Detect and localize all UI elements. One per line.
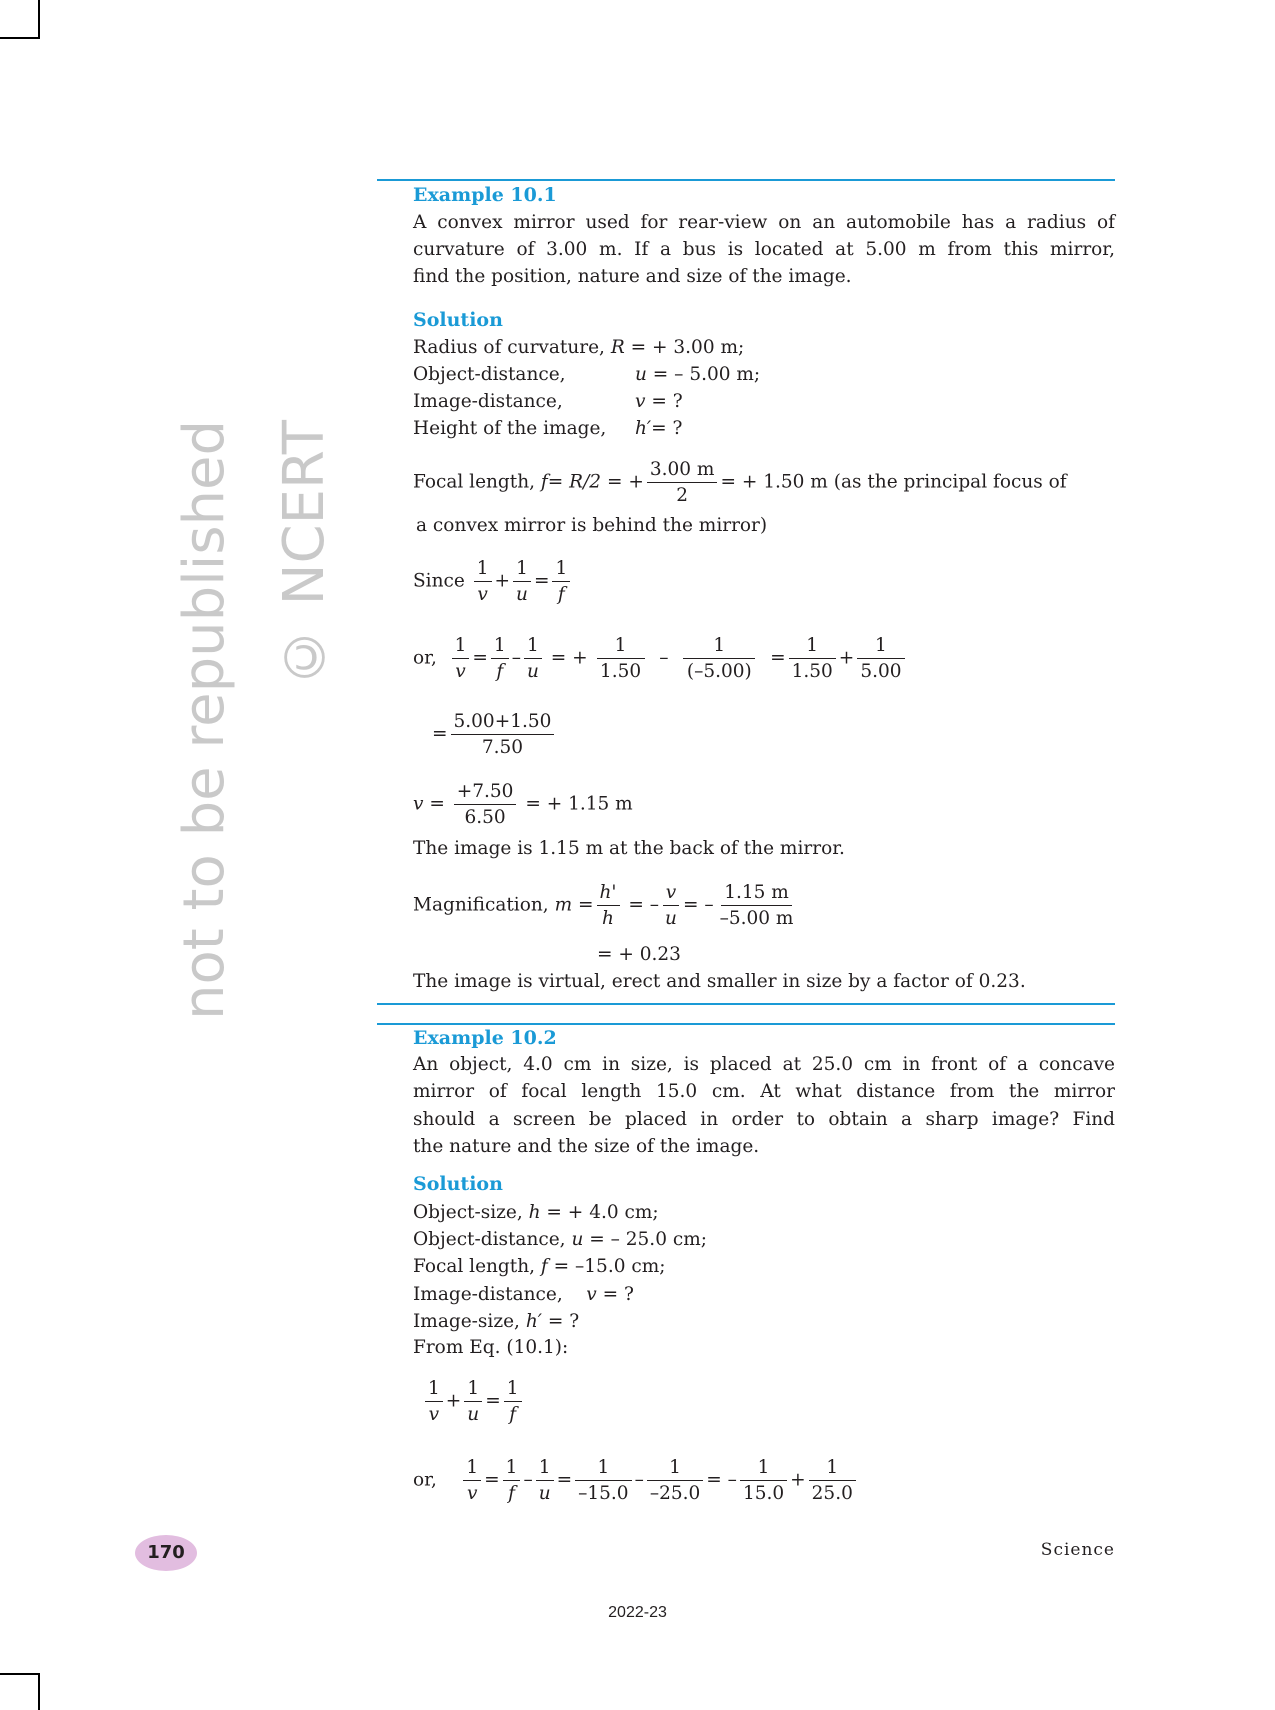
numerator: 1 [552, 556, 570, 582]
denominator: f [557, 584, 565, 605]
problem-line: find the position, nature and size of the image. [413, 266, 852, 287]
v-result [413, 779, 1115, 830]
operator: = [432, 723, 448, 745]
denominator: f [508, 1483, 515, 1504]
denominator: v [467, 1483, 478, 1504]
solution-heading: Solution [413, 1173, 503, 1195]
given-var: h′ [525, 1311, 542, 1332]
operator: = [533, 570, 550, 592]
focal-suffix: = + 1.50 m (as the principal focus of [720, 471, 1067, 493]
problem-line: An object, 4.0 cm in size, is placed at 25.0 cm in front of a concave [413, 1054, 1115, 1075]
or-equation [413, 1455, 1115, 1506]
denominator: 25.0 [811, 1483, 853, 1504]
given-value: = ? [541, 1311, 580, 1332]
denominator: v [477, 584, 488, 605]
mag-label: Magnification, [413, 894, 549, 916]
mirror-formula [422, 1376, 1124, 1427]
denominator: 1.50 [599, 661, 642, 682]
numerator: 1 [575, 1455, 631, 1481]
problem-line: A convex mirror used for rear-view on an automobile has a radius of [413, 212, 1115, 233]
from-equation: From Eq. (10.1): [413, 1337, 569, 1358]
numerator: 1 [503, 1455, 521, 1481]
denominator: 6.50 [464, 807, 506, 828]
operator: + [838, 647, 855, 669]
example-title: Example 10.1 [413, 184, 557, 206]
denominator: –25.0 [649, 1483, 701, 1504]
numerator: 1 [491, 633, 509, 659]
crop-mark [38, 1673, 40, 1710]
or-label: or, [413, 1469, 437, 1491]
given-var: h [528, 1202, 541, 1223]
solution-heading: Solution [413, 309, 503, 331]
given-line [413, 1253, 1115, 1280]
operator: = + [550, 647, 588, 669]
given-var: h′ [635, 418, 652, 439]
book-title: Science [1040, 1540, 1115, 1560]
given-label: Image-distance, [413, 1284, 563, 1305]
operator: = [556, 1469, 573, 1491]
denominator: f [509, 1404, 517, 1425]
given-var: R [610, 337, 625, 358]
denominator: –5.00 m [719, 908, 794, 929]
numerator: h' [597, 880, 620, 906]
or-equation [413, 633, 1115, 684]
operator: + [494, 570, 511, 592]
conclusion: The image is virtual, erect and smaller in size by a factor of 0.23. [413, 971, 1026, 992]
given-label: Image-distance, [413, 391, 563, 412]
denominator: u [516, 584, 528, 605]
numerator: 1 [463, 1455, 481, 1481]
denominator: h [602, 908, 614, 929]
operator: = [484, 1469, 500, 1491]
given-label: Object-size, [413, 1202, 523, 1223]
operator: + [445, 1390, 462, 1412]
denominator: v [428, 1404, 440, 1425]
operator: – [634, 1469, 644, 1491]
given-var: v [586, 1284, 597, 1305]
operator: + [790, 1469, 806, 1491]
given-line [413, 415, 1115, 442]
given-label: Object-distance, [413, 364, 566, 385]
section-rule [377, 1003, 1115, 1005]
given-line [413, 1199, 1115, 1226]
mag-var: m = [554, 894, 594, 916]
denominator: 1.50 [791, 661, 833, 682]
sum-equation [432, 709, 1134, 760]
focal-continuation: a convex mirror is behind the mirror) [416, 515, 768, 536]
denominator: 7.50 [481, 737, 524, 758]
given-var: v [635, 391, 646, 412]
denominator: f [496, 661, 504, 682]
denominator: –15.0 [578, 1483, 629, 1504]
given-label: Object-distance, [413, 1229, 566, 1250]
denominator: v [455, 661, 466, 682]
given-var: u [635, 364, 647, 385]
magnification-result: = + 0.23 [597, 944, 681, 965]
numerator: v [663, 880, 679, 906]
operator: – [659, 647, 669, 669]
denominator: u [665, 908, 677, 929]
or-label: or, [413, 647, 437, 669]
given-value: = + 4.0 cm; [540, 1202, 659, 1223]
given-label: Image-size, [413, 1311, 520, 1332]
given-value: = + 3.00 m; [624, 337, 745, 358]
operator: = [472, 647, 488, 669]
image-position: The image is 1.15 m at the back of the mirror. [413, 838, 845, 859]
denominator: (–5.00) [686, 661, 752, 682]
operator: = – [706, 1469, 737, 1491]
magnification-line [413, 880, 1115, 931]
numerator: 3.00 m [647, 457, 718, 483]
watermark-republished: not to be republished [172, 420, 237, 1020]
crop-mark [0, 37, 40, 39]
given-line [413, 1281, 1115, 1308]
denominator: 5.00 [860, 661, 902, 682]
section-rule [377, 179, 1115, 181]
numerator: 1 [597, 633, 645, 659]
focal-label: Focal length, [413, 471, 536, 493]
numerator: 1 [683, 633, 755, 659]
fraction [647, 457, 718, 508]
since-label: Since [413, 570, 465, 592]
given-var: u [571, 1229, 584, 1250]
given-var: f [540, 1256, 548, 1277]
given-value: = ? [596, 1284, 634, 1305]
problem-line: curvature of 3.00 m. If a bus is located at 5.00 m from this mirror, [413, 239, 1115, 260]
given-value: = – 25.0 cm; [583, 1229, 707, 1250]
problem-line: the nature and the size of the image. [413, 1136, 760, 1157]
numerator: 1 [513, 556, 531, 582]
v-label: v = [413, 793, 445, 815]
numerator: 1 [425, 1376, 443, 1402]
numerator: 1 [857, 633, 904, 659]
numerator: 5.00+1.50 [451, 709, 555, 735]
operator: = – [682, 894, 714, 916]
numerator: 1.15 m [721, 880, 792, 906]
numerator: 1 [452, 633, 470, 659]
operator: = [485, 1390, 501, 1412]
given-line [413, 334, 1115, 361]
given-value: = – 5.00 m; [646, 364, 761, 385]
example-title: Example 10.2 [413, 1027, 557, 1049]
operator: – [511, 647, 521, 669]
mirror-formula [413, 556, 1115, 607]
v-value: = + 1.15 m [525, 793, 633, 815]
numerator: 1 [809, 1455, 856, 1481]
given-label: Radius of curvature, [413, 337, 605, 358]
numerator: 1 [647, 1455, 703, 1481]
problem-line: mirror of focal length 15.0 cm. At what distance from the mirror [413, 1081, 1115, 1102]
numerator: 1 [524, 633, 542, 659]
given-line [413, 388, 1115, 415]
denominator: u [538, 1483, 551, 1504]
numerator: 1 [464, 1376, 482, 1402]
focal-expr: f= R/2 = + [540, 471, 644, 493]
numerator: 1 [474, 556, 492, 582]
given-line [413, 1226, 1115, 1253]
given-label: Height of the image, [413, 418, 607, 439]
focal-length-line [413, 457, 1115, 508]
crop-mark [38, 0, 40, 39]
watermark-ncert: © NCERT [272, 420, 337, 689]
denominator: u [467, 1404, 480, 1425]
given-value: = –15.0 cm; [547, 1256, 666, 1277]
numerator: +7.50 [454, 779, 517, 805]
numerator: 1 [504, 1376, 522, 1402]
given-line [413, 1308, 1115, 1335]
given-value: = ? [651, 418, 683, 439]
operator: = [770, 647, 786, 669]
page-number-badge: 170 [135, 1535, 197, 1571]
denominator: u [526, 661, 539, 682]
operator: = – [628, 894, 660, 916]
denominator: 15.0 [742, 1483, 785, 1504]
problem-line: should a screen be placed in order to obtain a sharp image? Find [413, 1109, 1115, 1130]
operator: – [523, 1469, 533, 1491]
denominator: 2 [676, 485, 689, 506]
numerator: 1 [536, 1455, 554, 1481]
numerator: 1 [740, 1455, 787, 1481]
crop-mark [0, 1673, 40, 1675]
numerator: 1 [789, 633, 836, 659]
given-value: = ? [645, 391, 683, 412]
edition-year: 2022-23 [608, 1604, 667, 1621]
given-label: Focal length, [413, 1256, 536, 1277]
given-line [413, 361, 1115, 388]
